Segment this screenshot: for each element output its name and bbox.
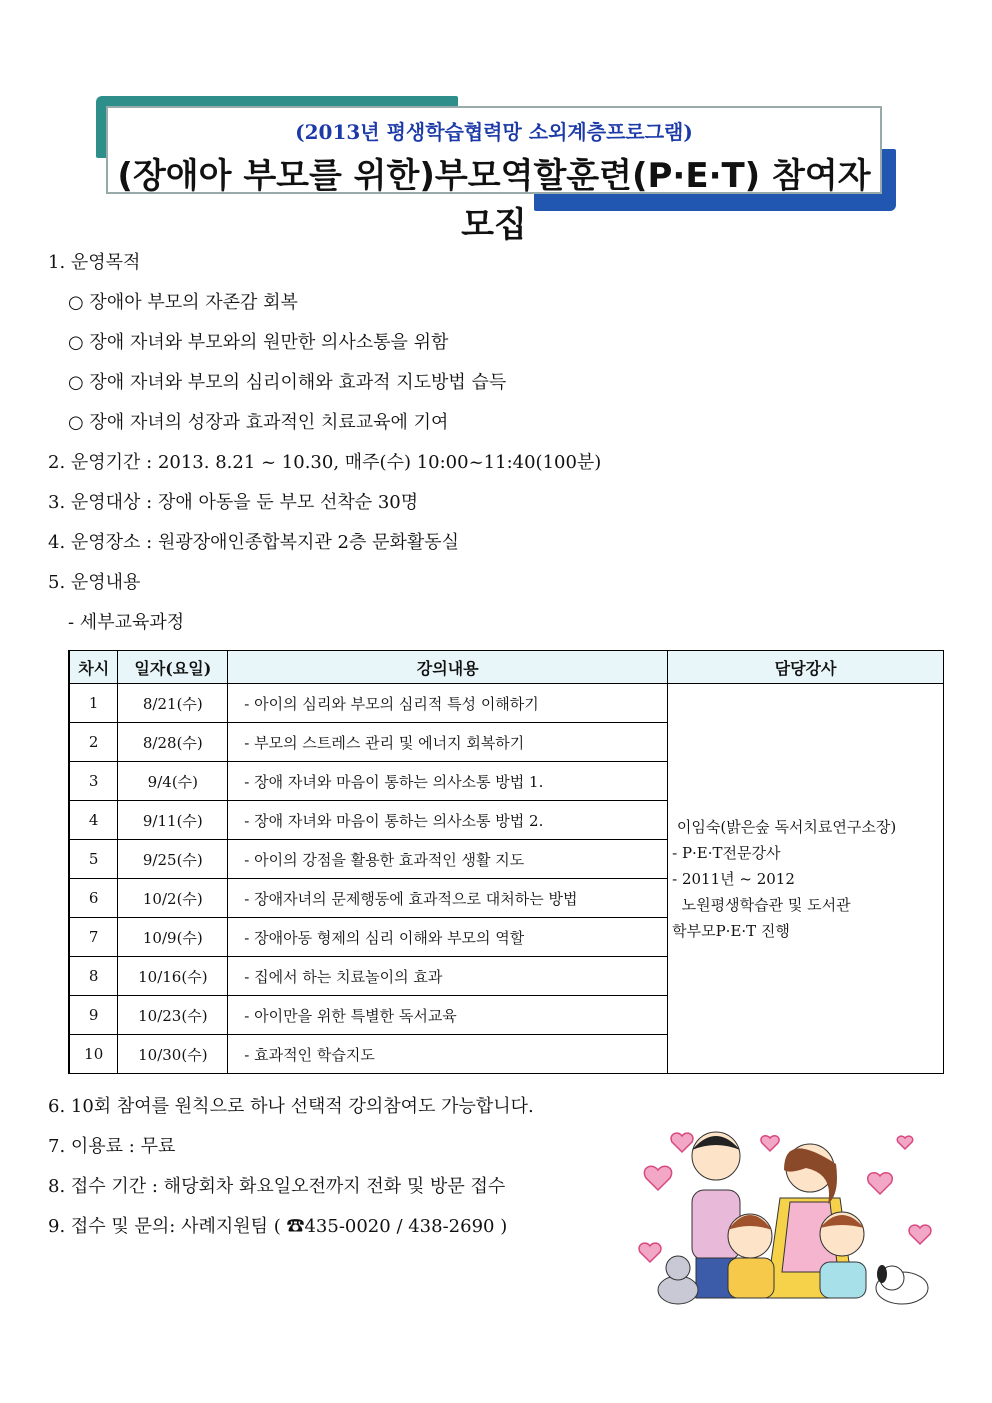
cell-date: 10/23(수) xyxy=(118,996,228,1035)
cell-content: - 부모의 스트레스 관리 및 에너지 회복하기 xyxy=(228,723,668,762)
purpose-item: ○ 장애 자녀의 성장과 효과적인 치료교육에 기여 xyxy=(68,412,449,433)
purpose-item: ○ 장애아 부모의 자존감 회복 xyxy=(68,292,298,313)
cell-content: - 장애아동 형제의 심리 이해와 부모의 역할 xyxy=(228,918,668,957)
section-9-contact: 9. 접수 및 문의: 사례지원팀 ( ☎435-0020 / 438-2690 ) xyxy=(48,1216,508,1237)
section-6-note: 6. 10회 참여를 원칙으로 하나 선택적 강의참여도 가능합니다. xyxy=(48,1096,534,1117)
cell-date: 9/4(수) xyxy=(118,762,228,801)
title-banner xyxy=(96,96,896,245)
header-teacher: 담당강사 xyxy=(668,651,944,684)
cell-session: 8 xyxy=(69,957,118,996)
purpose-item: ○ 장애 자녀와 부모의 심리이해와 효과적 지도방법 습득 xyxy=(68,372,507,393)
cell-date: 10/2(수) xyxy=(118,879,228,918)
cell-content: - 아이의 심리와 부모의 심리적 특성 이해하기 xyxy=(228,684,668,723)
section-2-period: 2. 운영기간 : 2013. 8.21 ~ 10.30, 매주(수) 10:00~11:40(100분) xyxy=(48,452,602,473)
section-5-heading: 5. 운영내용 xyxy=(48,572,141,593)
section-3-target: 3. 운영대상 : 장애 아동을 둔 부모 선착순 30명 xyxy=(48,492,419,513)
cell-session: 4 xyxy=(69,801,118,840)
cell-content: - 집에서 하는 치료놀이의 효과 xyxy=(228,957,668,996)
cell-date: 8/28(수) xyxy=(118,723,228,762)
cell-session: 7 xyxy=(69,918,118,957)
dog-figure xyxy=(876,1265,928,1304)
family-illustration xyxy=(630,1118,950,1318)
cell-date: 9/11(수) xyxy=(118,801,228,840)
header-content: 강의내용 xyxy=(228,651,668,684)
cell-content: - 아이의 강점을 활용한 효과적인 생활 지도 xyxy=(228,840,668,879)
teacher-line: - 2011년 ~ 2012 xyxy=(672,869,795,888)
cell-session: 9 xyxy=(69,996,118,1035)
cell-session: 2 xyxy=(69,723,118,762)
banner-title: (장애아 부모를 위한)부모역할훈련(P·E·T) 참여자 모집 xyxy=(117,156,871,245)
section-1-heading: 1. 운영목적 xyxy=(48,252,141,273)
cat-figure xyxy=(658,1256,698,1304)
cell-content: - 효과적인 학습지도 xyxy=(228,1035,668,1074)
section-4-place: 4. 운영장소 : 원광장애인종합복지관 2층 문화활동실 xyxy=(48,532,460,553)
teacher-line: - P·E·T전문강사 xyxy=(672,843,781,862)
schedule-table xyxy=(68,650,944,1074)
section-5-sub: - 세부교육과정 xyxy=(68,612,185,633)
banner-box xyxy=(106,106,882,245)
cell-teacher xyxy=(668,684,944,1074)
table-row xyxy=(69,684,944,723)
header-session: 차시 xyxy=(69,651,118,684)
section-8-period: 8. 접수 기간 : 해당회차 화요일오전까지 전화 및 방문 접수 xyxy=(48,1176,506,1197)
cell-date: 10/30(수) xyxy=(118,1035,228,1074)
purpose-item: ○ 장애 자녀와 부모와의 원만한 의사소통을 위함 xyxy=(68,332,449,353)
cell-date: 10/16(수) xyxy=(118,957,228,996)
teacher-line: 이임숙(밝은숲 독서치료연구소장) xyxy=(672,817,897,836)
table-header-row xyxy=(69,651,944,684)
cell-content: - 장애 자녀와 마음이 통하는 의사소통 방법 2. xyxy=(228,801,668,840)
cell-session: 6 xyxy=(69,879,118,918)
cell-content: - 장애자녀의 문제행동에 효과적으로 대처하는 방법 xyxy=(228,879,668,918)
cell-session: 1 xyxy=(69,684,118,723)
cell-session: 10 xyxy=(69,1035,118,1074)
section-7-fee: 7. 이용료 : 무료 xyxy=(48,1136,176,1157)
cell-date: 9/25(수) xyxy=(118,840,228,879)
cell-date: 8/21(수) xyxy=(118,684,228,723)
banner-subtitle: (2013년 평생학습협력망 소외계층프로그램) xyxy=(295,120,693,144)
header-date: 일자(요일) xyxy=(118,651,228,684)
cell-content: - 장애 자녀와 마음이 통하는 의사소통 방법 1. xyxy=(228,762,668,801)
teacher-line: 학부모P·E·T 진행 xyxy=(672,921,790,940)
cell-session: 3 xyxy=(69,762,118,801)
cell-date: 10/9(수) xyxy=(118,918,228,957)
cell-session: 5 xyxy=(69,840,118,879)
cell-content: - 아이만을 위한 특별한 독서교육 xyxy=(228,996,668,1035)
teacher-line: 노원평생학습관 및 도서관 xyxy=(672,895,851,914)
